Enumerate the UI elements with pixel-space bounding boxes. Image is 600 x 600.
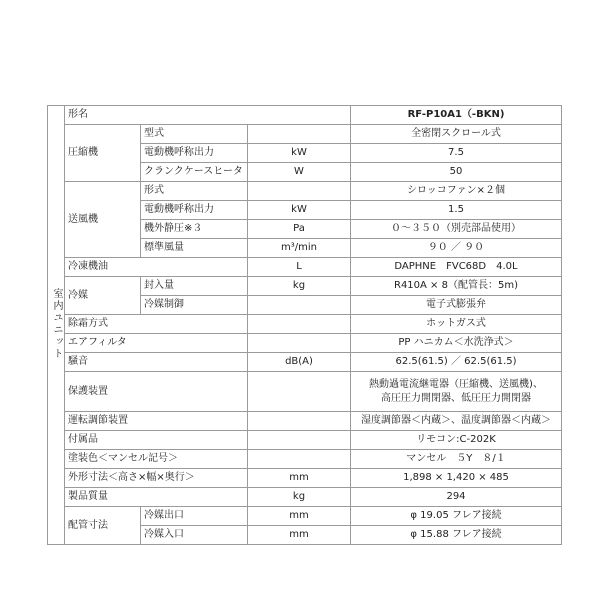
compressor-type-label: 型式 (141, 125, 248, 144)
spec-table (47, 105, 562, 545)
defrost-label: 除霜方式 (65, 315, 248, 334)
protection-value (351, 372, 562, 412)
row-filter (48, 334, 562, 353)
row-fan-type (48, 182, 562, 201)
operation-unit (248, 412, 351, 431)
oil-value: DAPHNE FVC68D 4.0L (351, 258, 562, 277)
fan-pressure-unit: Pa (248, 220, 351, 239)
side-label-cell (48, 106, 65, 545)
dimensions-unit: mm (248, 469, 351, 488)
compressor-heater-unit: W (248, 163, 351, 182)
model-value: RF-P10A1（-BKN) (351, 106, 562, 125)
side-label: 室内ユニット (51, 287, 62, 360)
fan-motor-unit: kW (248, 201, 351, 220)
piping-inlet-value: φ 15.88 フレア接続 (351, 526, 562, 545)
protection-label: 保護装置 (65, 372, 248, 412)
refrigerant-control-label: 冷媒制御 (141, 296, 248, 315)
fan-label: 送風機 (65, 182, 141, 258)
piping-outlet-label: 冷媒出口 (141, 507, 248, 526)
row-protection (48, 372, 562, 412)
accessory-label: 付属品 (65, 431, 248, 450)
filter-value: PP ハニカム＜水洗浄式＞ (351, 334, 562, 353)
refrigerant-charge-value: R410A × 8（配管長：5m) (351, 277, 562, 296)
filter-label: エアフィルタ (65, 334, 248, 353)
row-accessory (48, 431, 562, 450)
fan-type-unit (248, 182, 351, 201)
noise-label: 騒音 (65, 353, 248, 372)
noise-unit: dB(A) (248, 353, 351, 372)
defrost-value: ホットガス式 (351, 315, 562, 334)
compressor-motor-label: 電動機呼称出力 (141, 144, 248, 163)
compressor-label: 圧縮機 (65, 125, 141, 182)
fan-airflow-unit: m³/min (248, 239, 351, 258)
fan-motor-label: 電動機呼称出力 (141, 201, 248, 220)
fan-pressure-value: ０～３５０（別売部品使用） (351, 220, 562, 239)
piping-outlet-value: φ 19.05 フレア接続 (351, 507, 562, 526)
fan-type-value: シロッコファン×２個 (351, 182, 562, 201)
weight-unit: kg (248, 488, 351, 507)
protection-value-line1: 熱動過電流継電器（圧縮機、送風機)、 (369, 378, 543, 390)
row-piping-outlet (48, 507, 562, 526)
compressor-type-value: 全密閉スクロール式 (351, 125, 562, 144)
row-defrost (48, 315, 562, 334)
row-dimensions (48, 469, 562, 488)
weight-label: 製品質量 (65, 488, 248, 507)
compressor-motor-value: 7.5 (351, 144, 562, 163)
model-label: 形名 (65, 106, 351, 125)
row-oil (48, 258, 562, 277)
protection-unit (248, 372, 351, 412)
fan-pressure-label: 機外静圧※３ (141, 220, 248, 239)
refrigerant-label: 冷媒 (65, 277, 141, 315)
compressor-heater-value: 50 (351, 163, 562, 182)
operation-value: 湿度調節器＜内蔵＞、温度調節器＜内蔵＞ (351, 412, 562, 431)
fan-motor-value: 1.5 (351, 201, 562, 220)
fan-type-label: 形式 (141, 182, 248, 201)
refrigerant-charge-label: 封入量 (141, 277, 248, 296)
row-model (48, 106, 562, 125)
compressor-type-unit (248, 125, 351, 144)
fan-airflow-label: 標準風量 (141, 239, 248, 258)
compressor-motor-unit: kW (248, 144, 351, 163)
oil-unit: L (248, 258, 351, 277)
row-operation (48, 412, 562, 431)
weight-value: 294 (351, 488, 562, 507)
operation-label: 運転調節装置 (65, 412, 248, 431)
fan-airflow-value: ９０ ／ ９０ (351, 239, 562, 258)
filter-unit (248, 334, 351, 353)
row-refrigerant-charge (48, 277, 562, 296)
row-weight (48, 488, 562, 507)
compressor-heater-label: クランクケースヒータ (141, 163, 248, 182)
accessory-unit (248, 431, 351, 450)
accessory-value: リモコン:C-202K (351, 431, 562, 450)
piping-outlet-unit: mm (248, 507, 351, 526)
refrigerant-charge-unit: kg (248, 277, 351, 296)
row-color (48, 450, 562, 469)
color-unit (248, 450, 351, 469)
piping-label: 配管寸法 (65, 507, 141, 545)
color-value: マンセル ５Y ８/１ (351, 450, 562, 469)
protection-value-line2: 高圧圧力開閉器、低圧圧力開閉器 (381, 392, 531, 404)
refrigerant-control-value: 電子式膨張弁 (351, 296, 562, 315)
defrost-unit (248, 315, 351, 334)
piping-inlet-label: 冷媒入口 (141, 526, 248, 545)
row-compressor-type (48, 125, 562, 144)
row-noise (48, 353, 562, 372)
color-label: 塗装色＜マンセル記号＞ (65, 450, 248, 469)
piping-inlet-unit: mm (248, 526, 351, 545)
noise-value: 62.5(61.5) ／ 62.5(61.5) (351, 353, 562, 372)
oil-label: 冷凍機油 (65, 258, 248, 277)
dimensions-value: 1,898 × 1,420 × 485 (351, 469, 562, 488)
refrigerant-control-unit (248, 296, 351, 315)
dimensions-label: 外形寸法＜高さ×幅×奥行＞ (65, 469, 248, 488)
